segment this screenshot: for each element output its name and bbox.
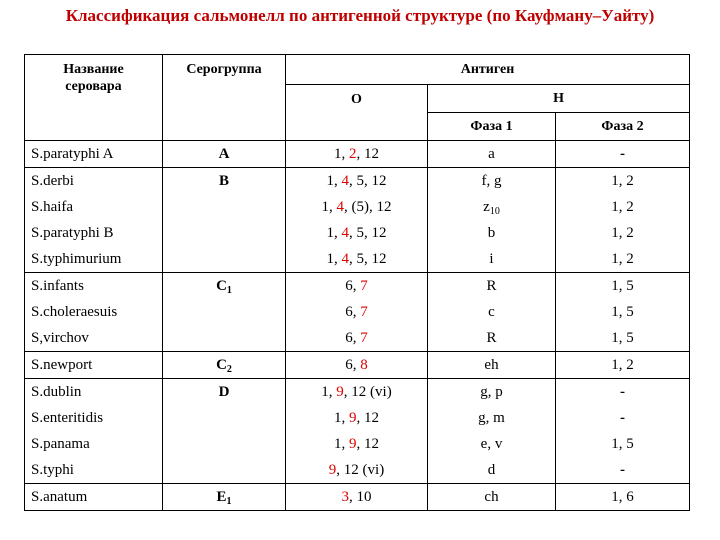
h-phase2-cell [556,352,690,379]
serovar-name-cell [25,141,163,168]
h-phase2: 1, 6 [611,489,634,505]
serogroup-label: D [218,384,230,400]
h-phase1: f, g [481,173,502,189]
h-phase2: 1, 5 [611,304,634,320]
o-antigen [286,325,427,351]
o-antigen [286,431,427,457]
serovar-name: S.paratyphi A [31,146,114,162]
table-row [25,141,690,168]
o-antigen-cell [286,168,428,273]
header-phase2: Фаза 2 [556,113,690,141]
header-antigen: Антиген [286,55,690,85]
o-antigen-highlight: 8 [360,357,368,373]
o-antigen-cell [286,273,428,352]
serogroup-value-cell [163,352,286,379]
serovar-name: S.derbi [31,173,74,189]
o-antigen-highlight: 9 [349,436,357,452]
header-o: О [286,85,428,141]
h-phase1-sub: 10 [489,206,500,217]
h-phase2: - [620,410,625,426]
o-antigen [286,273,427,299]
header-name-line2: серовара [65,79,122,94]
serogroup-value-cell [163,141,286,168]
o-antigen-part: 6, [345,304,361,320]
o-antigen-part: , 12 [356,410,379,426]
h-phase1-cell [428,141,556,168]
h-phase2: 1, 2 [611,199,634,215]
serovar-name: S.typhimurium [31,251,122,267]
h-phase1: d [487,462,496,478]
o-antigen [286,352,427,378]
serogroup-label: A [218,146,230,162]
o-antigen-part: 1, [326,225,342,241]
h-phase2: 1, 5 [611,436,634,452]
o-antigen-highlight: 7 [360,330,368,346]
serovar-name-cell [25,379,163,484]
h-phase2: 1, 5 [611,330,634,346]
h-phase1: i [489,251,494,267]
o-antigen-part: , 5, 12 [349,173,387,189]
h-phase1: R [486,278,497,294]
h-phase2-cell [556,484,690,511]
h-phase2-cell [556,141,690,168]
serovar-name: S.choleraesuis [31,304,118,320]
o-antigen [286,405,427,431]
o-antigen-highlight: 9 [336,384,344,400]
h-phase1-cell [428,379,556,484]
serovar-name: S.enteritidis [31,410,104,426]
h-phase2-cell [556,168,690,273]
serogroup-label: $C_2$ [216,357,232,375]
serovar-name: S.anatum [31,489,88,505]
h-phase1: c [488,304,495,320]
header-phase1: Фаза 1 [428,113,556,141]
h-phase2: 1, 2 [611,251,634,267]
h-phase1: g, p [480,384,503,400]
h-phase1: R [486,330,497,346]
o-antigen-part: , 12 [356,436,379,452]
h-phase2: - [620,384,625,400]
o-antigen-part: 1, [334,146,349,162]
h-phase2-cell [556,379,690,484]
h-phase2: - [620,146,625,162]
header-name-line1: Название [63,62,124,77]
serovar-name: S.infants [31,278,84,294]
table-header [25,55,690,141]
o-antigen [286,168,427,194]
serogroup-value-cell [163,273,286,352]
serogroup-label: $C_1$ [216,278,232,296]
o-antigen-part: 6, [345,330,361,346]
o-antigen-highlight: 9 [328,462,337,478]
o-antigen [286,457,427,483]
o-antigen-highlight: 4 [341,225,349,241]
o-antigen [286,220,427,246]
salmonella-table [24,54,690,511]
h-phase1: e, v [480,436,503,452]
o-antigen [286,299,427,325]
h-phase1-cell [428,352,556,379]
o-antigen-cell [286,352,428,379]
header-h: Н [428,85,690,113]
h-phase2: 1, 2 [611,225,634,241]
serovar-name-cell [25,273,163,352]
o-antigen-part: , 5, 12 [349,251,387,267]
o-antigen-part: 1, [326,173,342,189]
serogroup-sub: 1 [226,496,232,507]
o-antigen-part: , 5, 12 [349,225,387,241]
serogroup-value-cell [163,484,286,511]
serovar-name: S.dublin [31,384,82,400]
table-body [25,141,690,511]
o-antigen-part: 1, [334,410,349,426]
serovar-name: S.typhi [31,462,74,478]
serogroup-label: $E_1$ [216,489,232,507]
table-row [25,379,690,484]
o-antigen-highlight: 3 [341,489,349,505]
h-phase2: 1, 2 [611,173,634,189]
h-phase2: 1, 2 [611,357,634,373]
o-antigen-highlight: 7 [360,304,368,320]
o-antigen-part: , 12 [356,146,379,162]
h-phase2: 1, 5 [611,278,634,294]
o-antigen-part: 6, [345,278,361,294]
o-antigen-part: 1, [321,384,337,400]
o-antigen-highlight: 7 [360,278,368,294]
o-antigen [286,379,427,405]
h-phase1-cell [428,168,556,273]
table-row [25,168,690,273]
o-antigen [286,484,427,510]
h-phase2: - [620,462,625,478]
o-antigen-cell [286,379,428,484]
serovar-name: S.paratyphi B [31,225,114,241]
h-phase1-cell [428,484,556,511]
table-row [25,484,690,511]
h-phase1: b [487,225,496,241]
o-antigen [286,246,427,272]
h-phase1: eh [484,357,499,373]
header-name [25,55,163,141]
serogroup-sub: 1 [226,285,232,296]
serogroup-value-cell [163,379,286,484]
o-antigen-cell [286,141,428,168]
o-antigen-part: , 12 (vi) [336,462,385,478]
o-antigen-highlight: 9 [349,410,357,426]
o-antigen [286,141,427,167]
o-antigen-highlight: 4 [341,173,349,189]
o-antigen-cell [286,484,428,511]
table-row [25,273,690,352]
o-antigen-part: 6, [345,357,361,373]
serovar-name: S,virchov [31,330,89,346]
serovar-name: S.panama [31,436,90,452]
serogroup-label: B [218,173,229,189]
serovar-name: S.newport [31,357,93,373]
h-phase2-cell [556,273,690,352]
h-phase1: ch [484,489,499,505]
o-antigen-part: , (5), 12 [344,199,392,215]
h-phase1: a [488,146,495,162]
o-antigen-part: 1, [321,199,337,215]
h-phase1: $z_{10}$ [483,199,500,217]
o-antigen-highlight: 4 [341,251,349,267]
serogroup-value-cell [163,168,286,273]
header-serogroup: Серогруппа [163,55,286,141]
serovar-name: S.haifa [31,199,74,215]
h-phase1-cell [428,273,556,352]
table-row [25,352,690,379]
o-antigen-part: 1, [326,251,342,267]
o-antigen [286,194,427,220]
o-antigen-part: , 12 (vi) [343,384,392,400]
page-title: Классификация сальмонелл по антигенной структуре (по Кауфману–Уайту) [65,6,655,25]
o-antigen-part: , 10 [349,489,372,505]
serovar-name-cell [25,168,163,273]
o-antigen-part: 1, [334,436,349,452]
serovar-name-cell [25,352,163,379]
o-antigen-highlight: 4 [336,199,344,215]
h-phase1: g, m [478,410,505,426]
serovar-name-cell [25,484,163,511]
o-antigen-highlight: 2 [349,146,357,162]
serogroup-sub: 2 [226,364,232,375]
